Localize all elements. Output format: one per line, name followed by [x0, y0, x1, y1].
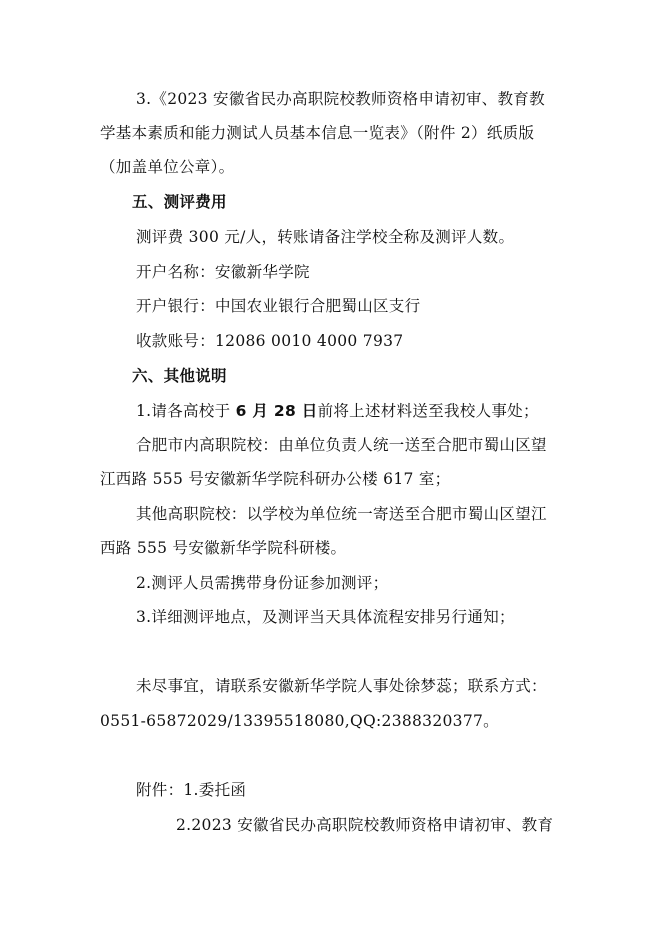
note1-suffix: 前将上述材料送至我校人事处； [317, 402, 539, 420]
item3-line3: （加盖单位公章）。 [100, 158, 235, 176]
note1-prefix: 1.请各高校于 [136, 402, 236, 420]
hefei-line1: 合肥市内高职院校：由单位负责人统一送至合肥市蜀山区望 [136, 436, 547, 454]
note1-line [136, 401, 539, 421]
item3-line1: 3.《2023 安徽省民办高职院校教师资格申请初审、教育教 [136, 90, 545, 108]
hefei-line2: 江西路 555 号安徽新华学院科研办公楼 617 室； [100, 470, 451, 488]
account-number-line: 收款账号：12086 0010 4000 7937 [136, 332, 404, 350]
bank-line: 开户银行：中国农业银行合肥蜀山区支行 [136, 297, 421, 315]
note2-line: 2.测评人员需携带身份证参加测评； [136, 574, 389, 592]
account-name-line: 开户名称：安徽新华学院 [136, 263, 310, 281]
contact-line1: 未尽事宜，请联系安徽新华学院人事处徐梦蕊；联系方式： [136, 677, 547, 695]
attachment-item2-line: 2.2023 安徽省民办高职院校教师资格申请初审、教育 [176, 816, 554, 834]
note3-line: 3.详细测评地点，及测评当天具体流程安排另行通知； [136, 608, 515, 626]
section6-heading: 六、其他说明 [132, 367, 227, 385]
contact-line2: 0551-65872029/13395518080,QQ:2388320377。 [100, 712, 499, 730]
other-line2: 西路 555 号安徽新华学院科研楼。 [100, 539, 347, 557]
other-line1: 其他高职院校：以学校为单位统一寄送至合肥市蜀山区望江 [136, 505, 547, 523]
deadline-date: 6 月 28 日 [235, 402, 318, 420]
item3-line2: 学基本素质和能力测试人员基本信息一览表》（附件 2）纸质版 [100, 124, 535, 142]
fee-line: 测评费 300 元/人，转账请备注学校全称及测评人数。 [136, 228, 515, 246]
section5-heading: 五、测评费用 [132, 193, 227, 211]
attachment-label-line: 附件：1.委托函 [136, 781, 247, 799]
